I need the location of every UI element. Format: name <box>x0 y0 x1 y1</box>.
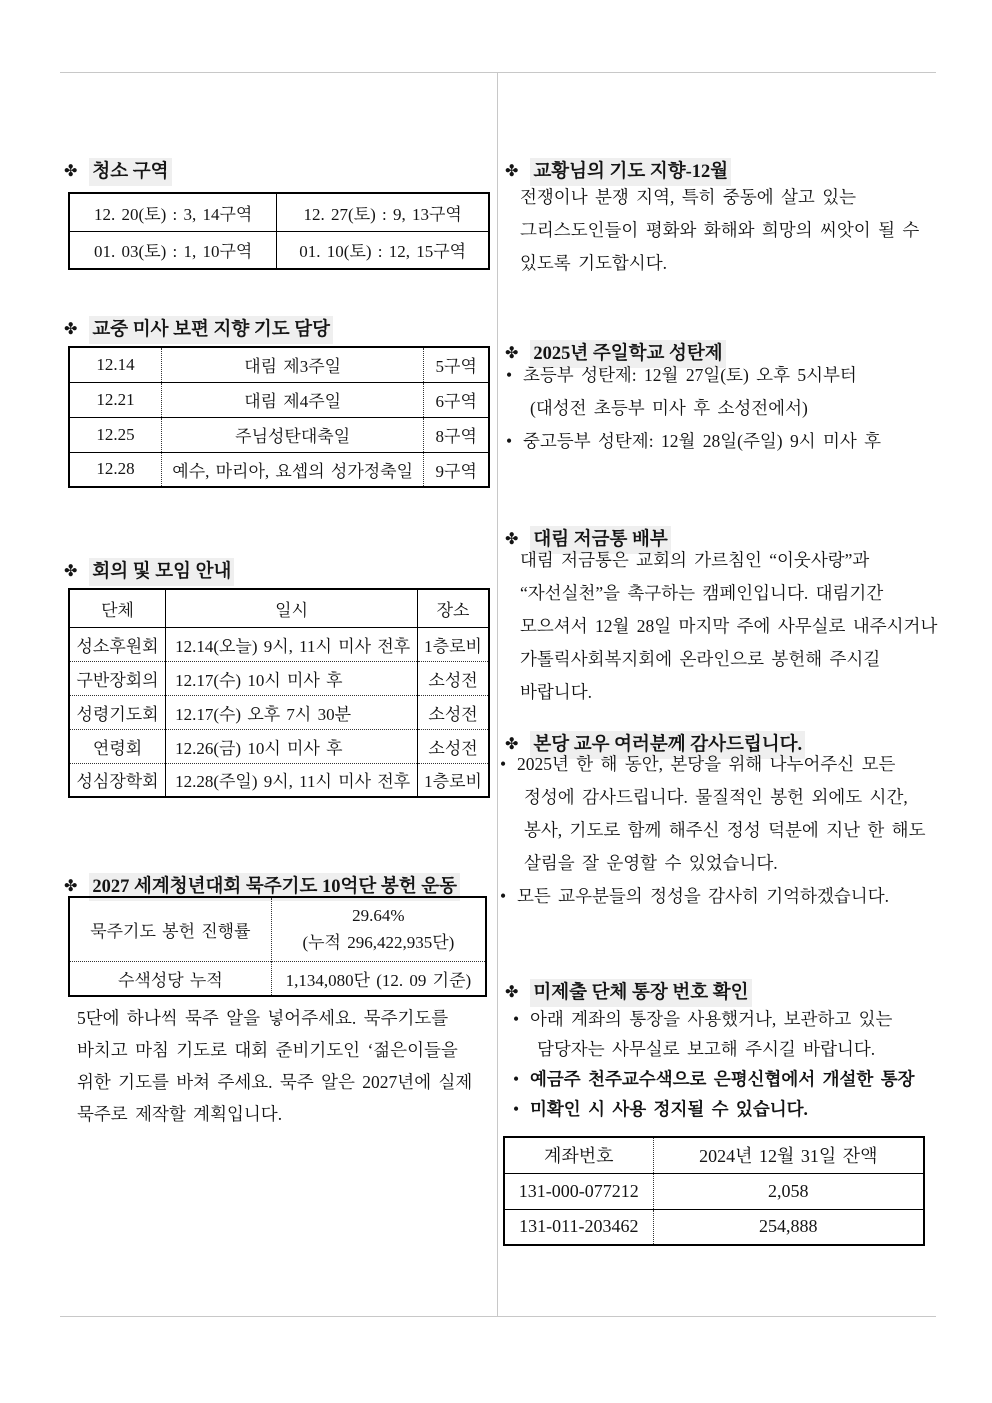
list-item-continuation <box>513 1034 940 1064</box>
list-item-text: 담당자는 사무실로 보고해 주시길 바랍니다. <box>537 1039 876 1059</box>
table-cell: 12.28(주일) 9시, 11시 미사 전후 <box>166 763 418 797</box>
list-item <box>506 359 940 392</box>
list-item-continuation <box>500 814 940 847</box>
section-title-text: 대림 저금통 배부 <box>530 526 670 554</box>
table-cell: 구반장회의 <box>69 661 166 695</box>
section-title-mass-prayer <box>64 316 333 344</box>
table-cell: 01. 03(토) : 1, 10구역 <box>69 231 277 269</box>
table-row <box>69 382 489 417</box>
table-cell: 연령회 <box>69 729 166 763</box>
column-header: 단체 <box>69 589 166 627</box>
table-cell: 12.17(수) 10시 미사 후 <box>166 661 418 695</box>
list-item-text: 모든 교우분들의 정성을 감사히 기억하겠습니다. <box>517 886 889 906</box>
column-divider <box>497 72 498 1316</box>
list-item-continuation <box>500 847 940 880</box>
top-rule <box>60 72 936 73</box>
bullet-icon: • <box>500 886 507 906</box>
rosary-percent: 29.64% <box>352 906 405 926</box>
bullet-spacer <box>513 1034 530 1064</box>
account-balance-table <box>503 1136 925 1246</box>
table-cell: 수색성당 누적 <box>69 961 271 996</box>
table-cell <box>271 897 486 961</box>
table-cell: 성심장학회 <box>69 763 166 797</box>
table-row <box>69 417 489 452</box>
cross-bullet-icon: ✤ <box>64 321 78 338</box>
rosary-progress-table <box>68 896 487 997</box>
table-row <box>69 961 486 996</box>
list-item <box>506 425 940 458</box>
paragraph-line: 그리스도인들이 평화와 화해와 희망의 씨앗이 될 수 <box>520 220 920 240</box>
list-item-text: 정성에 감사드립니다. 물질적인 봉헌 외에도 시간, <box>524 787 908 807</box>
table-header-row <box>69 589 489 627</box>
bullet-icon: • <box>513 1099 520 1119</box>
cross-bullet-icon: ✤ <box>505 984 519 1001</box>
table-cell: 대림 제4주일 <box>161 382 424 417</box>
table-cell: 12.17(수) 오후 7시 30분 <box>166 695 418 729</box>
section-title-text: 2025년 주일학교 성탄제 <box>530 340 725 368</box>
list-item-text: 아래 계좌의 통장을 사용했거나, 보관하고 있는 <box>530 1009 893 1029</box>
thanks-list <box>500 748 940 913</box>
table-row <box>69 193 489 231</box>
table-row <box>504 1173 924 1209</box>
bullet-icon: • <box>513 1069 520 1089</box>
list-item-text: 봉사, 기도로 함께 해주신 정성 덕분에 지난 한 해도 <box>524 820 926 840</box>
section-title-bankbook-check <box>505 979 752 1007</box>
section-title-text: 2027 세계청년대회 묵주기도 10억단 봉헌 운동 <box>89 873 460 901</box>
pope-intention-text <box>520 181 940 280</box>
advent-bank-text <box>520 544 940 709</box>
table-row <box>69 452 489 487</box>
bottom-rule <box>60 1316 936 1317</box>
paragraph-line: 위한 기도를 바쳐 주세요. 묵주 알은 2027년에 실제 <box>77 1072 473 1092</box>
table-row <box>69 661 489 695</box>
list-item-text: 초등부 성탄제: 12월 27일(토) 오후 5시부터 <box>523 365 857 385</box>
table-cell: 12. 20(토) : 3, 14구역 <box>69 193 277 231</box>
mass-prayer-table <box>68 346 490 488</box>
section-title-text: 교황님의 기도 지향-12월 <box>530 158 731 186</box>
column-header: 장소 <box>418 589 489 627</box>
bankbook-check-list <box>513 1004 940 1124</box>
column-header: 일시 <box>166 589 418 627</box>
section-title-cleaning <box>64 158 172 186</box>
cross-bullet-icon: ✤ <box>505 163 519 180</box>
table-cell: 12.14(오늘) 9시, 11시 미사 전후 <box>166 627 418 661</box>
paragraph-line: 5단에 하나씩 묵주 알을 넣어주세요. 묵주기도를 <box>77 1008 449 1028</box>
cross-bullet-icon: ✤ <box>505 531 519 548</box>
table-cell: 5구역 <box>424 347 489 382</box>
list-item-text: (대성전 초등부 미사 후 소성전에서) <box>530 398 808 418</box>
list-item <box>513 1094 940 1124</box>
section-title-text: 본당 교우 여러분께 감사드립니다. <box>530 731 805 759</box>
list-item-text: 미확인 시 사용 정지될 수 있습니다. <box>530 1099 808 1119</box>
table-row <box>69 347 489 382</box>
paragraph-line: 대림 저금통은 교회의 가르침인 “이웃사랑”과 <box>520 550 870 570</box>
paragraph-line: “자선실천”을 촉구하는 캠페인입니다. 대림기간 <box>520 583 884 603</box>
list-item-text: 살림을 잘 운영할 수 있었습니다. <box>524 853 778 873</box>
table-cell: 6구역 <box>424 382 489 417</box>
paragraph-line: 가톨릭사회복지회에 온라인으로 봉헌해 주시길 <box>520 649 881 669</box>
cross-bullet-icon: ✤ <box>64 563 78 580</box>
section-title-text: 청소 구역 <box>89 158 171 186</box>
table-cell: 성령기도회 <box>69 695 166 729</box>
section-title-text: 교중 미사 보편 지향 기도 담당 <box>89 316 333 344</box>
meetings-table <box>68 588 490 798</box>
paragraph-line: 묵주로 제작할 계획입니다. <box>77 1104 283 1124</box>
bullet-icon: • <box>513 1009 520 1029</box>
table-cell: 소성전 <box>418 695 489 729</box>
table-row <box>69 729 489 763</box>
table-cell: 01. 10(토) : 12, 15구역 <box>277 231 489 269</box>
cross-bullet-icon: ✤ <box>64 163 78 180</box>
table-cell: 8구역 <box>424 417 489 452</box>
cross-bullet-icon: ✤ <box>64 878 78 895</box>
paragraph-line: 바치고 마침 기도로 대회 준비기도인 ‘젊은이들을 <box>77 1040 458 1060</box>
table-cell: 131-000-077212 <box>504 1173 653 1209</box>
table-row <box>504 1209 924 1245</box>
table-cell: 12.26(금) 10시 미사 후 <box>166 729 418 763</box>
bullet-icon: • <box>506 431 513 451</box>
list-item <box>500 748 940 781</box>
rosary-note <box>77 1002 492 1130</box>
paragraph-line: 바랍니다. <box>520 682 592 702</box>
list-item <box>513 1004 940 1034</box>
list-item-continuation <box>506 392 940 425</box>
table-cell: 소성전 <box>418 729 489 763</box>
table-cell: 소성전 <box>418 661 489 695</box>
section-title-meetings <box>64 558 234 586</box>
table-header-row <box>504 1137 924 1173</box>
table-row <box>69 627 489 661</box>
table-cell: 묵주기도 봉헌 진행률 <box>90 921 251 941</box>
table-cell: 1층로비 <box>418 627 489 661</box>
table-cell: 12.25 <box>69 417 161 452</box>
bullet-spacer <box>500 847 517 880</box>
column-header: 2024년 12월 31일 잔액 <box>653 1137 924 1173</box>
bullet-spacer <box>500 814 517 847</box>
paragraph-line: 모으셔서 12월 28일 마지막 주에 사무실로 내주시거나 <box>520 616 938 636</box>
table-cell: 성소후원회 <box>76 636 159 656</box>
table-cell: 주님성탄대축일 <box>161 417 424 452</box>
table-cell: 12.21 <box>69 382 161 417</box>
table-row <box>69 231 489 269</box>
table-cell: 9구역 <box>424 452 489 487</box>
column-header: 계좌번호 <box>544 1146 614 1167</box>
table-cell: 1,134,080단 (12. 09 기준) <box>271 961 486 996</box>
list-item-text: 2025년 한 해 동안, 본당을 위해 나누어주신 모든 <box>517 754 896 774</box>
table-cell: 2,058 <box>653 1173 924 1209</box>
bullet-spacer <box>506 392 523 425</box>
table-cell: 12. 27(토) : 9, 13구역 <box>277 193 489 231</box>
table-row <box>69 897 486 961</box>
table-cell: 대림 제3주일 <box>161 347 424 382</box>
paragraph-line: 있도록 기도합시다. <box>520 253 667 273</box>
table-cell: 131-011-203462 <box>504 1209 653 1245</box>
sunday-school-list <box>506 359 940 458</box>
cleaning-schedule-table <box>68 192 490 270</box>
cross-bullet-icon: ✤ <box>505 345 519 362</box>
table-row <box>69 763 489 797</box>
bullet-spacer <box>500 781 517 814</box>
bullet-icon: • <box>506 365 513 385</box>
table-cell: 254,888 <box>653 1209 924 1245</box>
list-item <box>500 880 940 913</box>
section-title-text: 회의 및 모임 안내 <box>89 558 234 586</box>
section-title-text: 미제출 단체 통장 번호 확인 <box>530 979 751 1007</box>
table-row <box>69 695 489 729</box>
table-cell: 예수, 마리아, 요셉의 성가정축일 <box>161 452 424 487</box>
bullet-icon: • <box>500 754 507 774</box>
list-item-continuation <box>500 781 940 814</box>
cross-bullet-icon: ✤ <box>505 736 519 753</box>
table-cell: 12.14 <box>96 354 135 374</box>
list-item <box>513 1064 940 1094</box>
paragraph-line: 전쟁이나 분쟁 지역, 특히 중동에 살고 있는 <box>520 187 857 207</box>
list-item-text: 예금주 천주교수색으로 은평신협에서 개설한 통장 <box>530 1069 915 1089</box>
table-cell: 12.28 <box>69 452 161 487</box>
table-cell: 1층로비 <box>418 763 489 797</box>
list-item-text: 중고등부 성탄제: 12월 28일(주일) 9시 미사 후 <box>523 431 882 451</box>
rosary-cumulative: (누적 296,422,935단) <box>302 933 455 953</box>
